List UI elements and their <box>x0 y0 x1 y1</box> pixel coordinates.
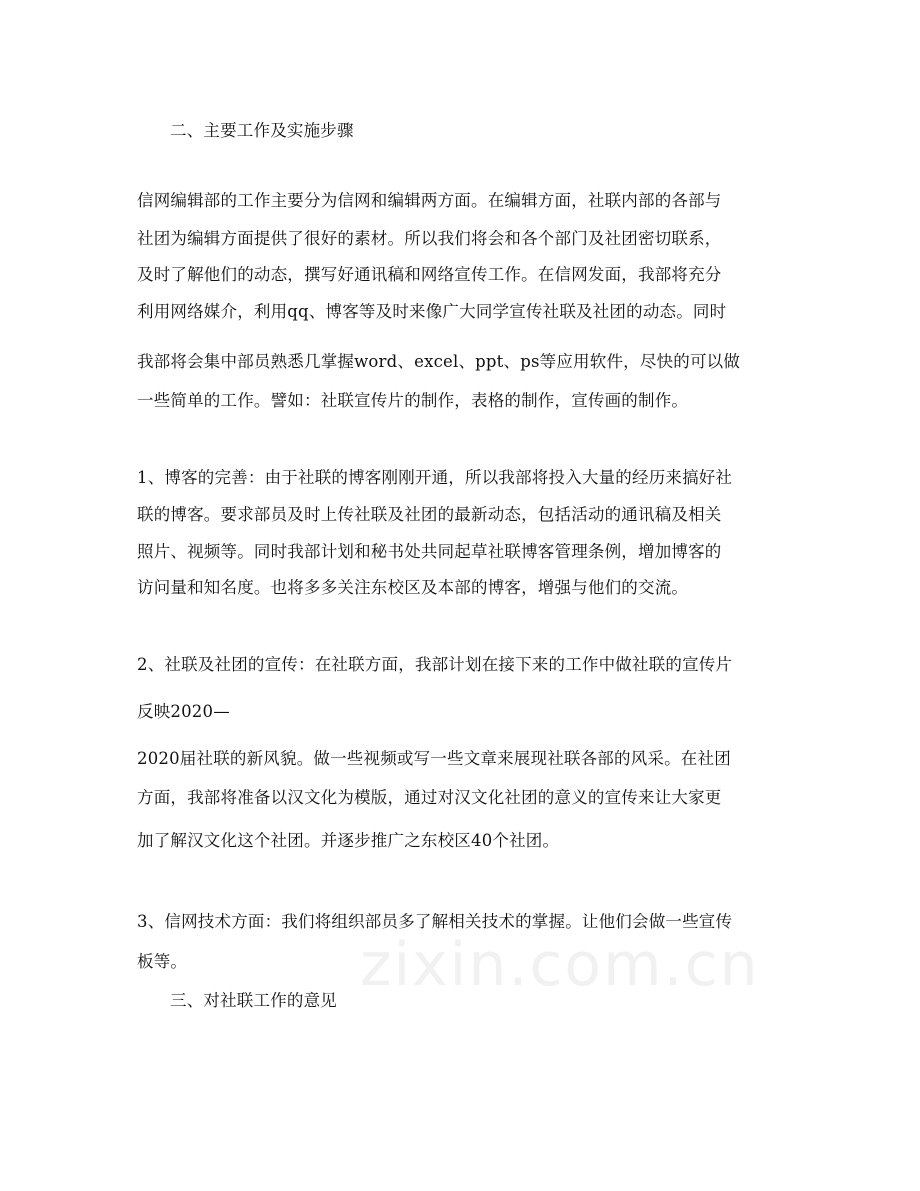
intro-line: 一些简单的工作。譬如：社联宣传片的制作，表格的制作，宣传画的制作。 <box>137 391 689 410</box>
intro-line: 我部将会集中部员熟悉几掌握word、excel、ppt、ps等应用软件，尽快的可以做 <box>137 352 741 371</box>
intro-line: 信网编辑部的工作主要分为信网和编辑两方面。在编辑方面，社联内部的各部与 <box>137 191 722 210</box>
item2-line: 2、社联及社团的宣传：在社联方面，我部计划在接下来的工作中做社联的宣传片 <box>137 655 733 674</box>
item1-line: 1、博客的完善：由于社联的博客刚刚开通，所以我部将投入大量的经历来搞好社 <box>137 468 733 487</box>
item2-line: 加了解汉文化这个社团。并逐步推广之东校区40个社团。 <box>137 831 560 850</box>
intro-line: 社团为编辑方面提供了很好的素材。所以我们将会和各个部门及社团密切联系， <box>137 229 722 248</box>
intro-line: 利用网络媒介，利用qq、博客等及时来像广大同学宣传社联及社团的动态。同时 <box>137 302 727 321</box>
section-heading-three: 三、对社联工作的意见 <box>170 991 337 1010</box>
section-heading-two: 二、主要工作及实施步骤 <box>170 121 354 140</box>
item1-line: 联的博客。要求部员及时上传社联及社团的最新动态，包括活动的通讯稿及相关 <box>137 505 722 524</box>
item1-line: 照片、视频等。同时我部计划和秘书处共同起草社联博客管理条例，增加博客的 <box>137 542 722 561</box>
item2-line: 2020届社联的新风貌。做一些视频或写一些文章来展现社联各部的风采。在社团 <box>137 749 731 768</box>
watermark: zixin.com.cn <box>360 930 760 1000</box>
item3-line: 3、信网技术方面：我们将组织部员多了解相关技术的掌握。让他们会做一些宣传 <box>137 912 733 931</box>
item2-line: 反映2020— <box>137 702 230 721</box>
item1-line: 访问量和知名度。也将多多关注东校区及本部的博客，增强与他们的交流。 <box>137 578 689 597</box>
item3-line: 板等。 <box>137 952 188 971</box>
item2-line: 方面，我部将准备以汉文化为模版，通过对汉文化社团的意义的宣传来让大家更 <box>137 788 722 807</box>
intro-line: 及时了解他们的动态，撰写好通讯稿和网络宣传工作。在信网发面，我部将充分 <box>137 265 722 284</box>
